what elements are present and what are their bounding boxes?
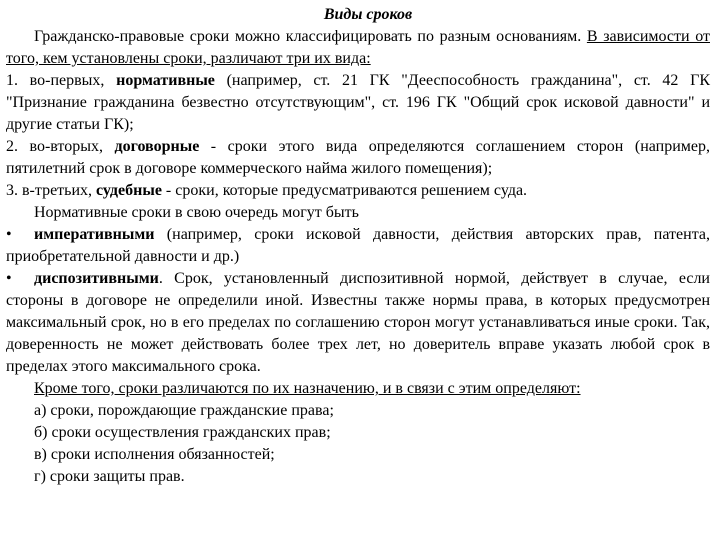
- item-number: 3.: [6, 182, 18, 199]
- normative-intro: Нормативные сроки в свою очередь могут быть: [34, 204, 359, 221]
- bullet-item-1: [6, 224, 710, 268]
- document-title: Виды сроков: [323, 6, 413, 23]
- purpose-item-d: г) сроки защиты прав.: [34, 468, 185, 485]
- item-term: судебные: [96, 182, 162, 199]
- item-number: 1.: [6, 72, 18, 89]
- bullet-term: императивными: [34, 226, 155, 243]
- item-number: 2.: [6, 138, 18, 155]
- bullet-description: . Срок, установленный диспозитивной нормой, действует в случае, если стороны в договоре не определили иной. Известны также нормы права, в которых предусмотрен максимальный срок, но в его пределах по соглашению сторон могут устанавливаться иные сроки. Так, доверенность не может действовать более трех лет, но доверитель вправе указать любой срок в пределах этого максимального срока.: [6, 270, 710, 375]
- list-item-1: [6, 70, 710, 136]
- item-description: - сроки, которые предусматриваются решением суда.: [161, 182, 528, 199]
- item-description: (например, ст. 21 ГК "Дееспособность гражданина", ст. 42 ГК "Признание гражданина безвестно отсутствующим", ст. 196 ГК "Общий срок исковой давности" и другие статьи ГК);: [6, 72, 711, 133]
- list-item-2: [6, 136, 710, 180]
- intro-underlined-text: В зависимости от того, кем установлены сроки, различают три их вида:: [6, 28, 710, 67]
- bullet-item-2: [6, 268, 710, 378]
- item-prefix: во-вторых,: [18, 138, 115, 155]
- purpose-item-a: а) сроки, порождающие гражданские права;: [34, 402, 334, 419]
- document-page: [6, 4, 710, 488]
- purpose-item-b: б) сроки осуществления гражданских прав;: [34, 424, 331, 441]
- item-prefix: в-третьих,: [18, 182, 97, 199]
- bullet-description: (например, сроки исковой давности, действия авторских прав, патента, приобретательной давности и др.): [6, 226, 710, 265]
- purpose-item-c: в) сроки исполнения обязанностей;: [34, 446, 275, 463]
- bullet-icon: •: [6, 226, 12, 243]
- item-description: - сроки этого вида определяются соглашением сторон (например, пятилетний срок в договоре коммерческого найма жилого помещения);: [6, 138, 711, 177]
- list-item-3: [6, 180, 710, 202]
- intro-text: Гражданско-правовые сроки можно классифицировать по разным основаниям.: [34, 28, 587, 45]
- bullet-icon: •: [6, 270, 12, 287]
- item-term: договорные: [114, 138, 200, 155]
- intro-paragraph: [6, 26, 710, 70]
- item-prefix: во-первых,: [18, 72, 117, 89]
- bullet-term: диспозитивными: [34, 270, 159, 287]
- purpose-heading: Кроме того, сроки различаются по их назначению, и в связи с этим определяют:: [34, 380, 581, 397]
- item-term: нормативные: [116, 72, 215, 89]
